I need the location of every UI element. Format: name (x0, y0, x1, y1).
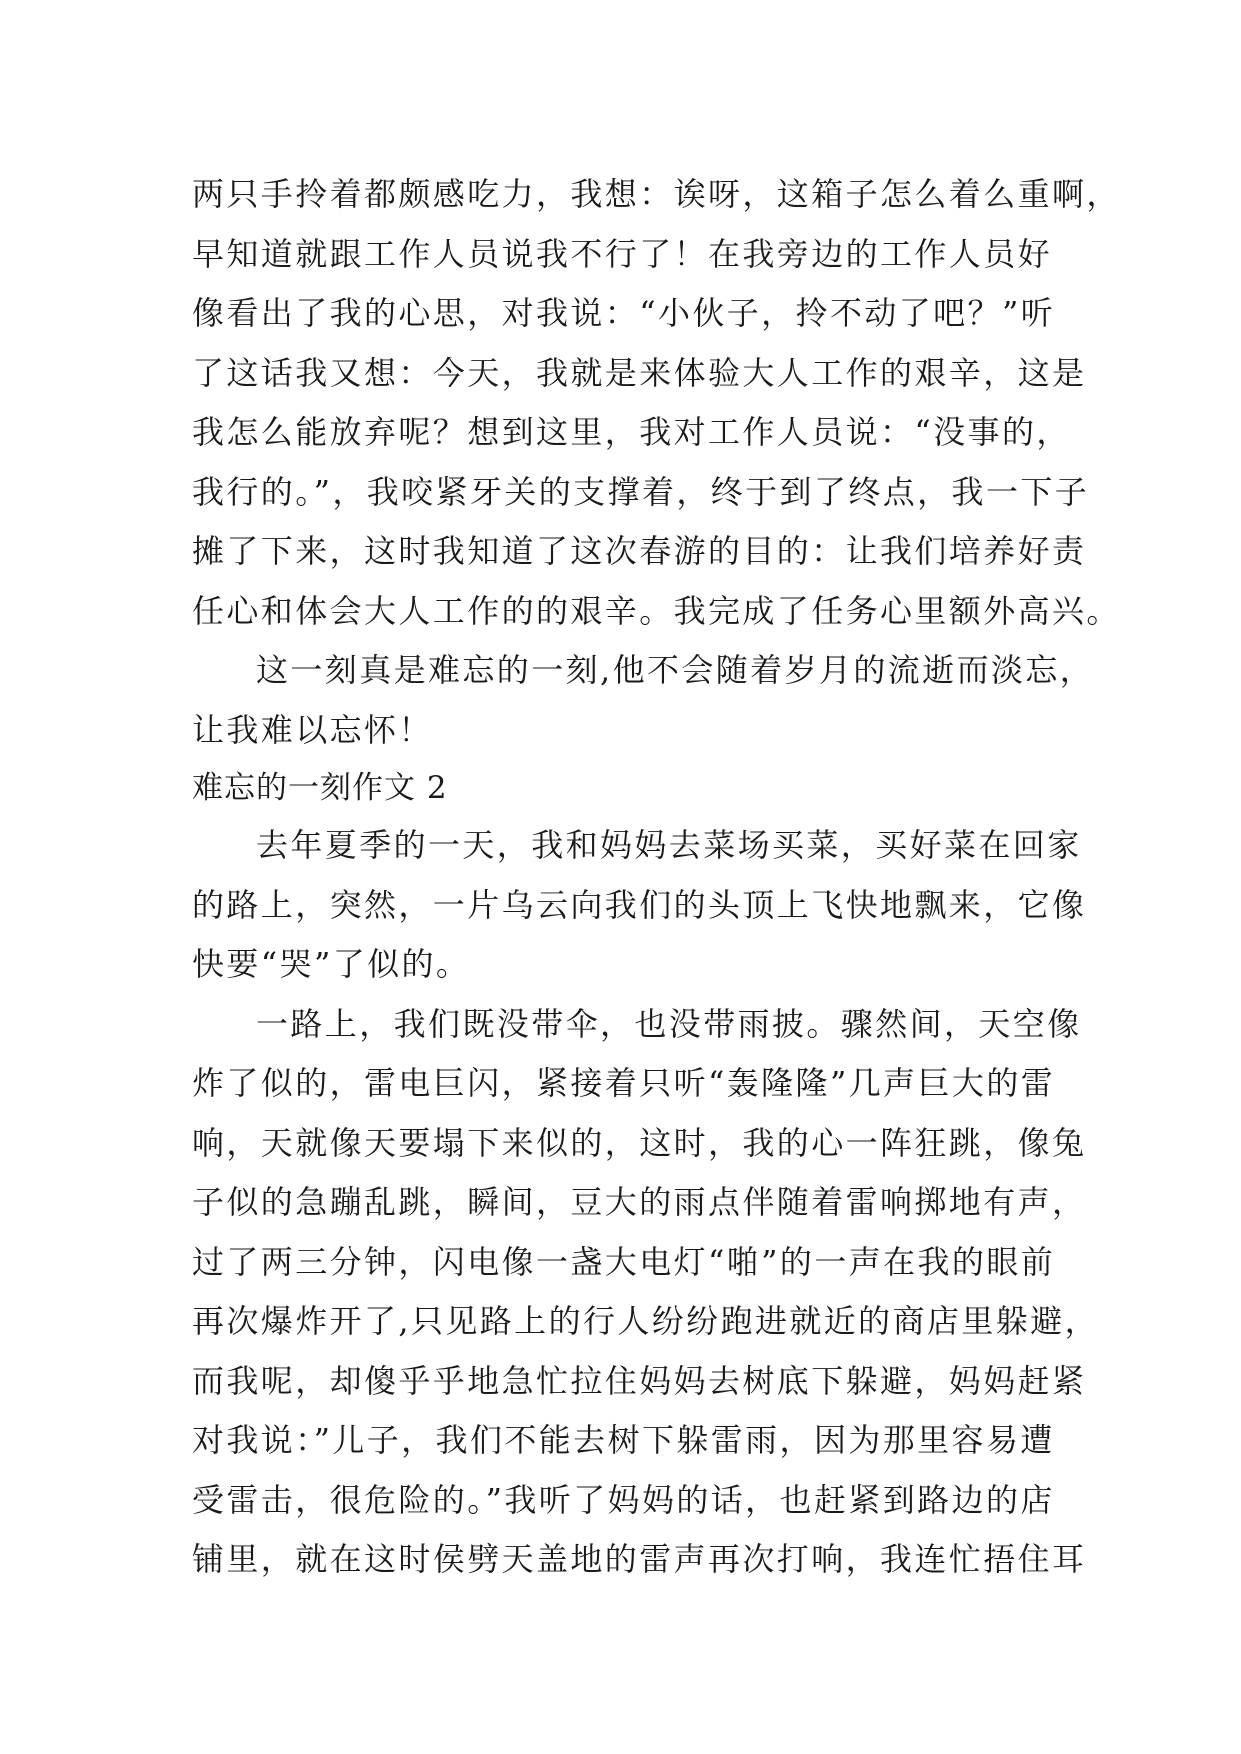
text-line: 两只手拎着都颇感吃力，我想：诶呀，这箱子怎么着么重啊， (192, 175, 1121, 213)
text-line: 炸了似的，雷电巨闪，紧接着只听“轰隆隆”几声巨大的雷 (192, 1064, 1056, 1102)
text-line: 对我说：”儿子，我们不能去树下躲雷雨，因为那里容易遭 (192, 1421, 1055, 1459)
text-line: 我行的。”，我咬紧牙关的支撑着，终于到了终点，我一下子 (192, 472, 1090, 511)
text-line: 我怎么能放弃呢？想到这里，我对工作人员说：“没事的， (192, 413, 1071, 451)
text-line: 摊了下来，这时我知道了这次春游的目的：让我们培养好责 (192, 532, 1087, 570)
text-line: 像看出了我的心思，对我说：“小伙子，拎不动了吧？”听 (192, 294, 1056, 332)
text-line: 过了两三分钟，闪电像一盏大电灯“啪”的一声在我的眼前 (192, 1242, 1056, 1281)
paragraph-3 (192, 995, 1099, 1590)
text-line: 受雷击，很危险的。”我听了妈妈的话，也赶紧到路边的店 (192, 1480, 1055, 1519)
essay-heading: 难忘的一刻作文 2 (192, 770, 448, 806)
document-body (192, 165, 1121, 1590)
text-line: 子似的急蹦乱跳，瞬间，豆大的雨点伴随着雷响掷地有声， (192, 1183, 1087, 1221)
text-line: 让我难以忘怀！ (192, 710, 433, 749)
section1-paragraph (192, 165, 1121, 641)
text-line: 去年夏季的一天，我和妈妈去菜场买菜，买好菜在回家 (256, 826, 1082, 864)
text-line: 响，天就像天要塌下来似的，这时，我的心一阵狂跳，像兔 (192, 1123, 1087, 1162)
text-line: 的路上，突然，一片乌云向我们的头顶上飞快地飘来，它像 (192, 885, 1087, 924)
text-line: 任心和体会大人工作的的艰辛。我完成了任务心里额外高兴。 (192, 591, 1121, 630)
text-line: 早知道就跟工作人员说我不行了！在我旁边的工作人员好 (192, 234, 1053, 273)
text-line: 一路上，我们既没带伞，也没带雨披。骤然间，天空像 (256, 1004, 1082, 1043)
text-line: 而我呢，却傻乎乎地急忙拉住妈妈去树底下躲避，妈妈赶紧 (192, 1361, 1087, 1400)
text-line: 这一刻真是难忘的一刻,他不会随着岁月的流逝而淡忘， (256, 651, 1095, 689)
text-line: 了这话我又想：今天，我就是来体验大人工作的艰辛，这是 (192, 353, 1087, 392)
text-line: 快要“哭”了似的。 (192, 945, 471, 983)
section1-closing-paragraph (192, 641, 1095, 760)
text-line: 再次爆炸开了,只见路上的行人纷纷跑进就近的商店里躲避， (192, 1302, 1099, 1340)
text-line: 铺里，就在这时侯劈天盖地的雷声再次打响，我连忙捂住耳 (192, 1540, 1087, 1578)
paragraph-2 (192, 816, 1087, 995)
